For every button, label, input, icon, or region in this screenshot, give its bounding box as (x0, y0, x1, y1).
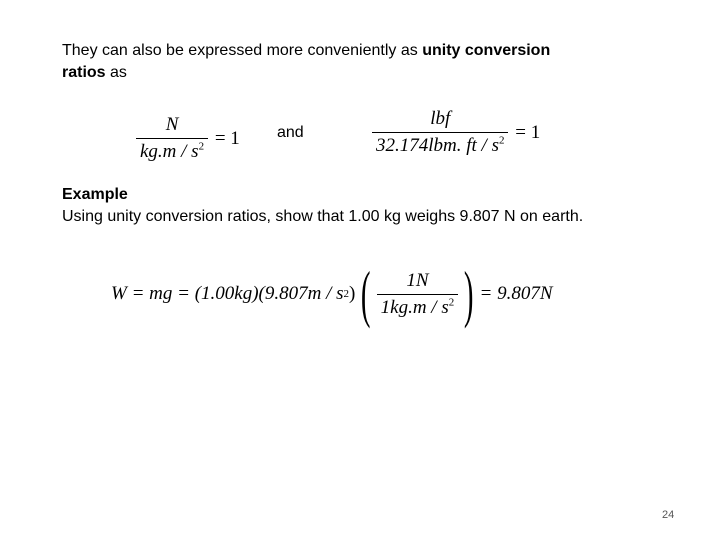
exponent: 2 (498, 134, 505, 147)
right-big-paren: ) (464, 258, 474, 329)
denominator (377, 294, 459, 319)
equation-result: = 9.807N (479, 283, 553, 304)
page-number: 24 (662, 509, 675, 521)
numerator: lbf (430, 108, 451, 129)
denominator (372, 132, 508, 157)
equals-one: = 1 (515, 121, 541, 143)
exponent: 2 (198, 140, 205, 153)
example-text: Using unity conversion ratios, show that 1.00 kg weighs 9.807 N on earth. (62, 208, 584, 225)
fraction (136, 114, 208, 163)
example-block (62, 184, 583, 228)
denominator-text: 32.174lbm. ft / s (376, 135, 499, 156)
left-big-paren: ( (361, 258, 371, 329)
denominator (136, 138, 208, 163)
intro-text-before: They can also be expressed more conveniently as (62, 42, 423, 59)
conversion-fraction (377, 270, 459, 319)
numerator: 1N (406, 269, 429, 291)
weight-equation: W = mg = (1.00kg)(9.807m / s 2 ) ( $\frac{1N}{1kg.m / s^2}$ ) = 9.807N (111, 258, 553, 329)
equals-one: = 1 (214, 127, 240, 149)
fraction (372, 108, 508, 157)
exponent: 2 (448, 296, 455, 309)
intro-bold-phrase-2: ratios (62, 64, 106, 81)
close-paren: ) (349, 283, 356, 304)
intro-bold-phrase-1: unity conversion (422, 42, 551, 59)
example-heading: Example (62, 186, 128, 203)
denominator-text: 1kg.m / s (380, 296, 449, 318)
connector-word: and (277, 124, 304, 141)
denominator-text: kg.m / s (140, 141, 199, 162)
unity-ratio-newton (136, 114, 240, 163)
numerator: N (165, 114, 179, 135)
intro-paragraph (62, 40, 662, 84)
intro-text-after: as (105, 64, 127, 81)
unity-ratio-lbf (372, 108, 540, 157)
equation-lhs: W = mg = (1.00kg)(9.807m / s (111, 283, 344, 304)
